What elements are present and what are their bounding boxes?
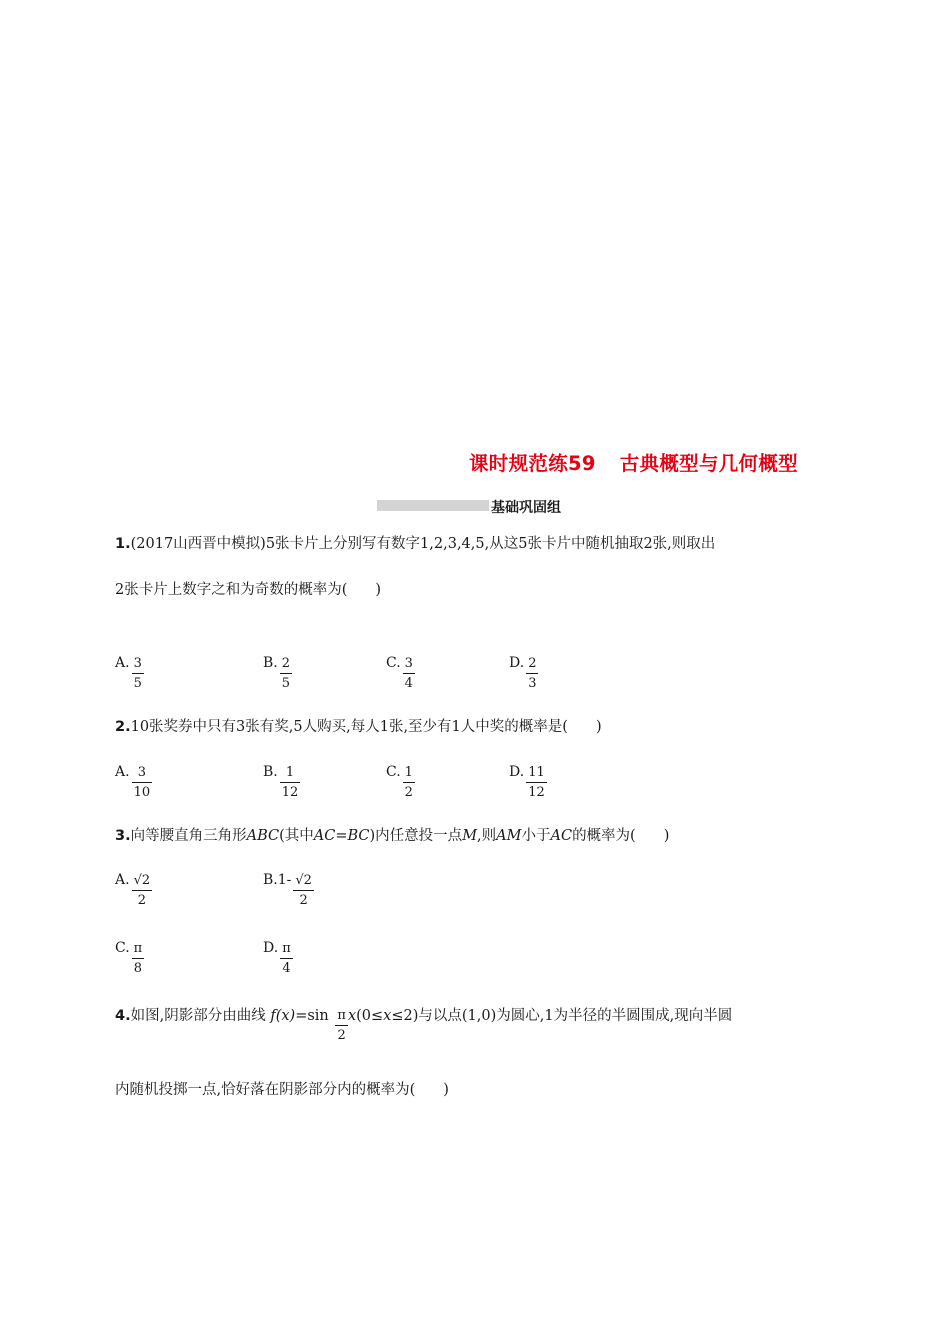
question-1-option-c: C. $\frac{3}{4}$ xyxy=(386,655,413,691)
fraction: $\frac{1}{2}$ xyxy=(404,765,413,800)
page-title xyxy=(469,448,798,476)
question-2-text: 10张奖券中只有3张有奖,5人购买,每人1张,至少有1人中奖的概率是( xyxy=(130,719,568,735)
title-main: 课时规范练59 xyxy=(469,452,596,475)
question-4-number: 4. xyxy=(115,1008,131,1024)
fraction: $\frac{3}{4}$ xyxy=(404,656,413,691)
question-1-option-b: B. $\frac{2}{5}$ xyxy=(263,655,291,691)
fraction: $\frac{\pi}{8}$ xyxy=(133,941,143,976)
question-2-number: 2. xyxy=(115,719,131,735)
question-3-option-a: A. $\frac{√2}{2}$ xyxy=(115,872,151,908)
section-label: 基础巩固组 xyxy=(491,500,561,516)
question-1-text-line-1: (2017山西晋中模拟)5张卡片上分别写有数字1,2,3,4,5,从这5张卡片中随机抽取2张,则取出 xyxy=(130,536,716,552)
question-3-option-c: C. $\frac{\pi}{8}$ xyxy=(115,940,143,976)
question-1-number: 1. xyxy=(115,536,131,552)
question-4-line-1: 4.如图,阴影部分由曲线 f(x)=sin $\frac{\pi}{2}$ x(0≤x≤2)与以点(1,0)为圆心,1为半径的半圆围成,现向半圆 xyxy=(115,1008,733,1043)
question-2-option-a: A. $\frac{3}{10}$ xyxy=(115,764,151,800)
question-2-option-b: B. $\frac{1}{12}$ xyxy=(263,764,299,800)
fraction: $\frac{11}{12}$ xyxy=(528,765,545,800)
question-3-option-d: D. $\frac{\pi}{4}$ xyxy=(263,940,291,976)
question-1-option-d: D. $\frac{2}{3}$ xyxy=(509,655,537,691)
question-2-option-c: C. $\frac{1}{2}$ xyxy=(386,764,413,800)
question-3-option-b: B.1- $\frac{√2}{2}$ xyxy=(263,872,312,908)
fraction: $\frac{1}{12}$ xyxy=(281,765,299,800)
question-2-line-1: 2.10张奖券中只有3张有奖,5人购买,每人1张,至少有1人中奖的概率是( ) xyxy=(115,719,602,735)
fraction: $\frac{√2}{2}$ xyxy=(295,873,312,908)
question-3-number: 3. xyxy=(115,828,131,844)
fraction: $\frac{√2}{2}$ xyxy=(133,873,151,908)
question-1-line-1 xyxy=(115,534,715,554)
section-decoration-bar xyxy=(377,500,489,511)
question-1-text-line-2: 2张卡片上数字之和为奇数的概率为( xyxy=(115,582,348,598)
fraction: $\frac{3}{5}$ xyxy=(133,656,142,691)
question-1-option-a: A. $\frac{3}{5}$ xyxy=(115,655,142,691)
question-4-line-2: 内随机投掷一点,恰好落在阴影部分内的概率为( ) xyxy=(115,1082,449,1098)
question-1-line-2: 2张卡片上数字之和为奇数的概率为( ) xyxy=(115,582,382,598)
question-2-option-d: D. $\frac{11}{12}$ xyxy=(509,764,545,800)
fraction: $\frac{\pi}{2}$ xyxy=(337,1008,346,1043)
fraction: $\frac{3}{10}$ xyxy=(133,765,151,800)
fraction: $\frac{2}{3}$ xyxy=(528,656,537,691)
fraction: $\frac{2}{5}$ xyxy=(281,656,291,691)
title-sub: 古典概型与几何概型 xyxy=(619,452,798,475)
question-3-line-1: 3.向等腰直角三角形ABC(其中AC=BC)内任意投一点M,则AM小于AC的概率为( ) xyxy=(115,828,670,844)
fraction: $\frac{\pi}{4}$ xyxy=(282,941,291,976)
